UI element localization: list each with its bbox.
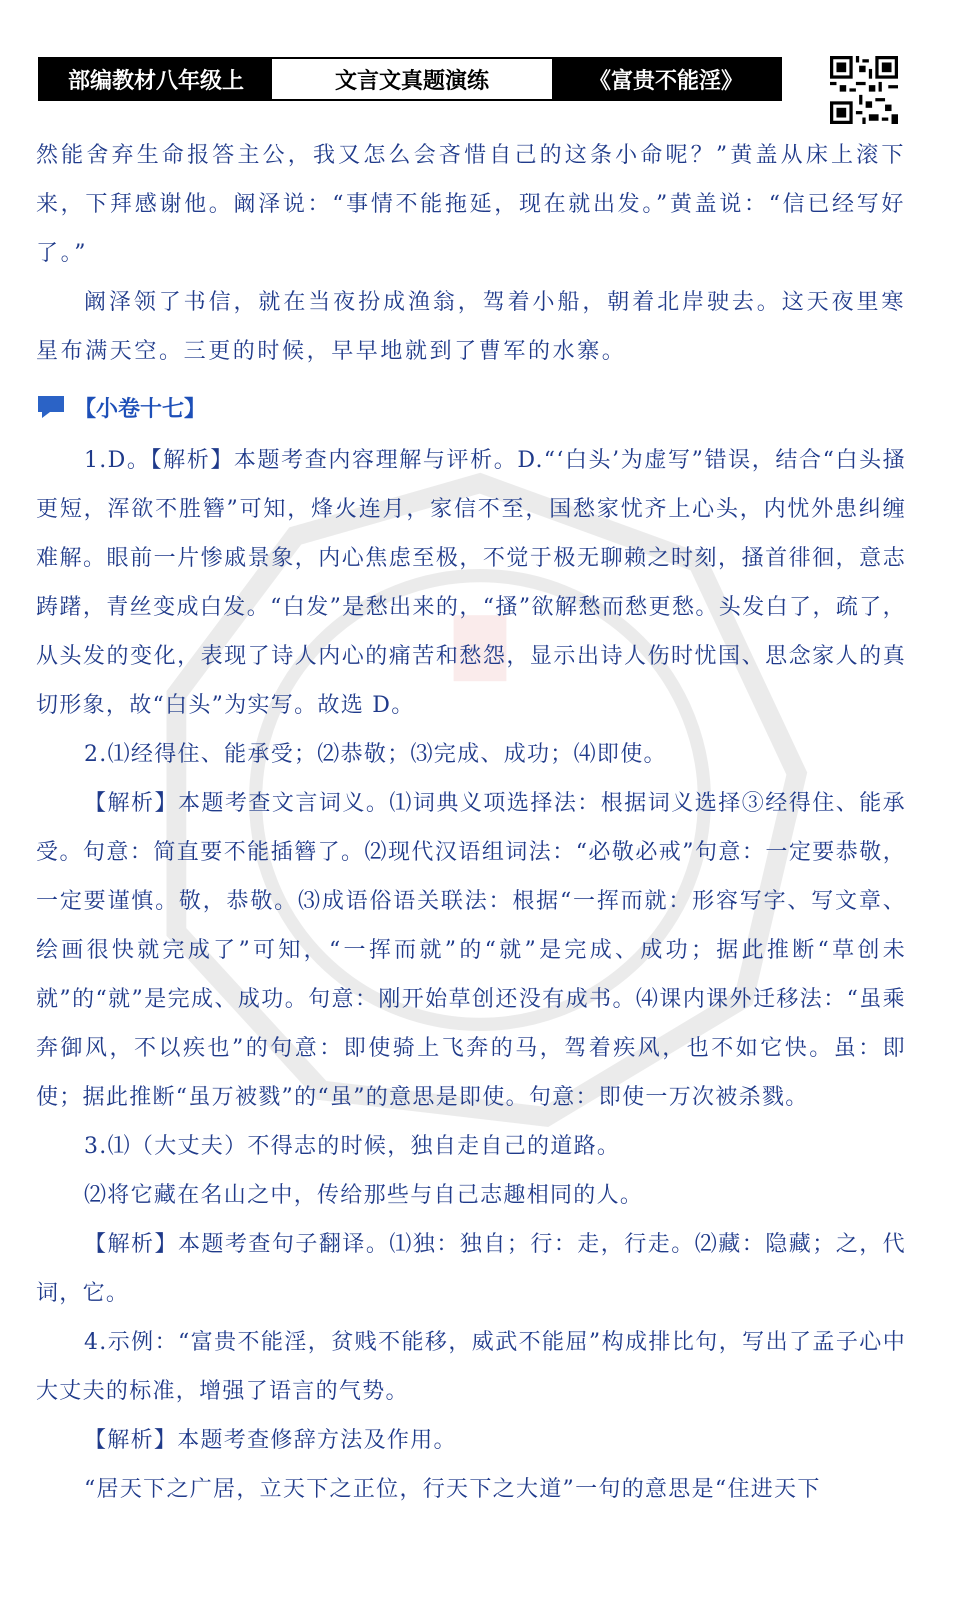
answer-1: 1.D。【解析】本题考查内容理解与评析。D.“‘白头’为虚写”错误，结合“白头搔更短，浑欲不胜簪”可知，烽火连月，家信不至，国愁家忧齐上心头，内忧外患纠缠难解。眼前一片惨戚景象，内心焦虑至极，不觉于极无聊赖之时刻，搔首徘徊，意志踌躇，青丝变成白发。“白发”是愁出来的，“搔”欲解愁而愁更愁。头发白了，疏了，从头发的变化，表现了诗人内心的痛苦和愁怨，显示出诗人伤时忧国、思念家人的真切形象，故“白头”为实写。故选 D。 bbox=[36, 448, 906, 718]
section-heading bbox=[36, 378, 906, 436]
answer-4: 4.示例：“富贵不能淫，贫贱不能移，威武不能屈”构成排比句，写出了孟子心中大丈夫的标准，增强了语言的气势。 bbox=[36, 1330, 906, 1404]
section-flag-icon bbox=[36, 394, 66, 420]
header-grade: 部编教材八年级上 bbox=[40, 59, 272, 99]
analysis-4: 【解析】本题考查修辞方法及作用。 bbox=[84, 1428, 457, 1453]
analysis-3: 【解析】本题考查句子翻译。⑴独：独自；行：走，行走。⑵藏：隐藏；之，代词，它。 bbox=[36, 1232, 906, 1306]
answer-2: 2.⑴经得住、能承受；⑵恭敬；⑶完成、成功；⑷即使。 bbox=[84, 742, 667, 767]
header-bar bbox=[38, 57, 782, 101]
paragraph-story-1: 然能舍弃生命报答主公，我又怎么会吝惜自己的这条小命呢？”黄盖从床上滚下来，下拜感谢他。阚泽说：“事情不能拖延，现在就出发。”黄盖说：“信已经写好了。” bbox=[36, 143, 906, 266]
qr-code-icon bbox=[830, 56, 898, 124]
answer-3-2: ⑵将它藏在名山之中，传给那些与自己志趣相同的人。 bbox=[84, 1183, 644, 1208]
answer-3-1: 3.⑴（大丈夫）不得志的时候，独自走自己的道路。 bbox=[84, 1134, 621, 1159]
header-subject: 文言文真题演练 bbox=[272, 59, 552, 99]
analysis-4-continued: “居天下之广居，立天下之正位，行天下之大道”一句的意思是“住进天下 bbox=[84, 1477, 821, 1502]
analysis-2: 【解析】本题考查文言词义。⑴词典义项选择法：根据词义选择③经得住、能承受。句意：简直要不能插簪了。⑵现代汉语组词法：“必敬必戒”句意：一定要恭敬，一定要谨慎。敬，恭敬。⑶成语俗语关联法：根据“一挥而就：形容写字、写文章、绘画很快就完成了”可知，“一挥而就”的“就”是完成、成功；据此推断“草创未就”的“就”是完成、成功。句意：刚开始草创还没有成书。⑷课内课外迁移法：“虽乘奔御风，不以疾也”的句意：即使骑上飞奔的马，驾着疾风，也不如它快。虽：即使；据此推断“虽万被戮”的“虽”的意思是即使。句意：即使一万次被杀戮。 bbox=[36, 791, 906, 1110]
header-lesson: 《富贵不能淫》 bbox=[552, 59, 780, 99]
section-title: 【小卷十七】 bbox=[74, 396, 207, 422]
page-content bbox=[36, 131, 906, 1514]
paragraph-story-2: 阚泽领了书信，就在当夜扮成渔翁，驾着小船，朝着北岸驶去。这天夜里寒星布满天空。三更的时候，早早地就到了曹军的水寨。 bbox=[36, 290, 906, 364]
